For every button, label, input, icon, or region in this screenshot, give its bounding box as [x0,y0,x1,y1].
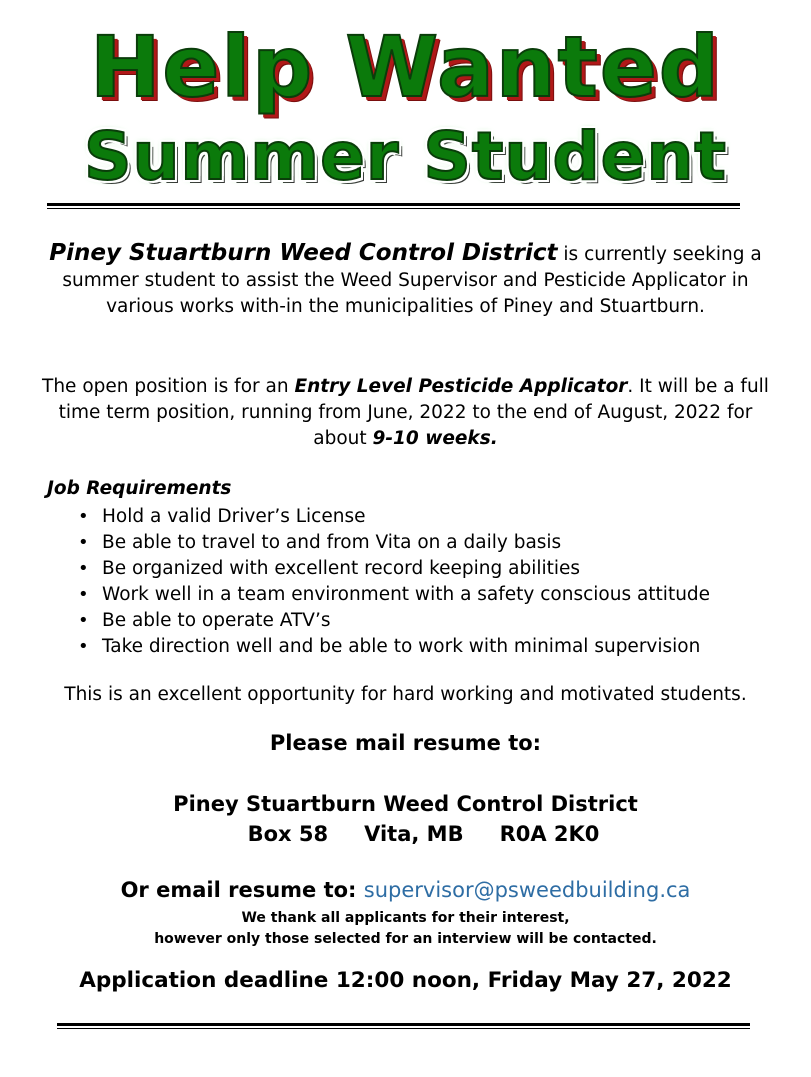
bullet-icon: • [78,558,89,579]
thanks-line-2: however only those selected for an interview will be contacted. [154,931,657,947]
bullet-icon: • [78,610,89,631]
list-item: • Hold a valid Driver’s License [78,504,710,530]
org-name: Piney Stuartburn Weed Control District [49,240,558,266]
position-duration: 9-10 weeks. [372,428,498,449]
application-deadline: Application deadline 12:00 noon, Friday May 27, 2022 [79,968,732,993]
position-text-before: The open position is for an [42,376,295,397]
position-title: Entry Level Pesticide Applicator [294,376,628,397]
email-line [0,878,811,902]
email-label: Or email resume to: [120,878,364,902]
bullet-icon: • [78,532,89,553]
mail-title: Please mail resume to: [269,731,542,755]
mail-city: Vita, MB [364,822,464,846]
list-item: • Be able to travel to and from Vita on a daily basis [78,530,710,556]
headline-help-wanted: Help Wanted [90,18,721,116]
position-paragraph [30,374,781,452]
list-item: • Take direction well and be able to work with minimal supervision [78,634,710,660]
bullet-icon: • [78,506,89,527]
list-item: • Work well in a team environment with a safety conscious attitude [78,582,710,608]
list-item: • Be able to operate ATV’s [78,608,710,634]
mail-address [18,819,811,849]
requirements-list [78,504,710,660]
thanks-line-1: We thank all applicants for their interest, [241,910,570,926]
requirements-title: Job Requirements [47,478,232,499]
mail-box: Box 58 [247,822,329,846]
position-text-middle: . It will be a full time term position, running from June, 2022 to the end of August, 2022 for about [58,376,769,449]
mail-org-name: Piney Stuartburn Weed Control District [173,792,638,816]
intro-paragraph [30,240,781,320]
mail-postal: R0A 2K0 [499,822,600,846]
top-divider [47,203,740,209]
bullet-icon: • [78,636,89,657]
thanks-note [0,908,811,950]
headline-summer-student: Summer Student [84,118,727,195]
opportunity-text: This is an excellent opportunity for hard working and motivated students. [64,684,747,705]
bottom-divider [57,1023,750,1029]
list-item: • Be organized with excellent record keeping abilities [78,556,710,582]
bullet-icon: • [78,584,89,605]
email-link[interactable]: supervisor@psweedbuilding.ca [363,878,691,902]
intro-text: is currently seeking a summer student to assist the Weed Supervisor and Pesticide Applicator in various works with-in the municipalities of Piney and Stuartburn. [62,244,762,317]
